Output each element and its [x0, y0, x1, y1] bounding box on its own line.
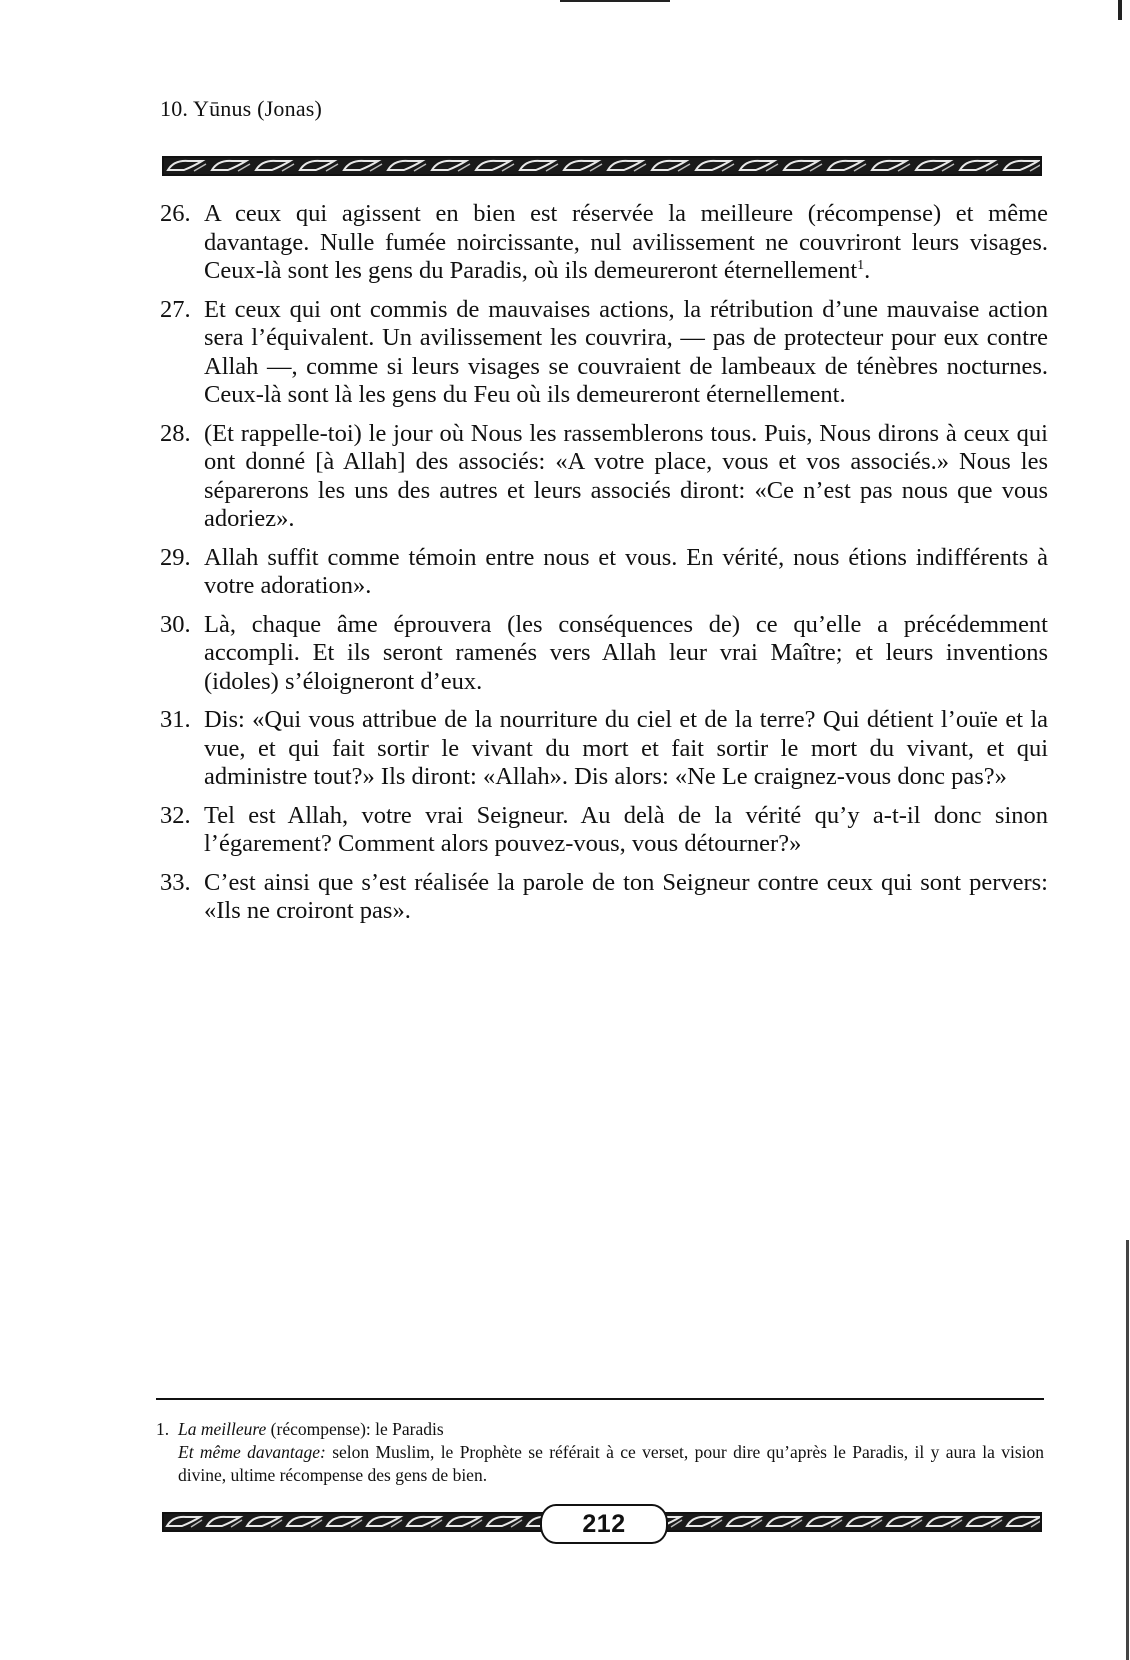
verse-33	[160, 869, 1048, 926]
scan-mark-top	[560, 0, 670, 2]
verse-text: Là, chaque âme éprouvera (les conséquences de) ce qu’elle a précédemment accompli. Et ils seront ramenés vers Allah leur vrai Maître; et leurs inventions (idoles) s’éloigneront d’eux.	[204, 610, 1048, 695]
footnote-gloss: (récompense): le Paradis	[266, 1419, 444, 1439]
verse-26	[160, 200, 1048, 286]
verse-text: Dis: «Qui vous attribue de la nourriture du ciel et de la terre? Qui détient l’ouïe et la vue, et qui fait sortir le vivant du mort et fait sortir le mort du vivant, et qui administre tout?» Ils diront: «Allah». Dis alors: «Ne Le craignez-vous donc pas?»	[204, 706, 1048, 790]
verse-list	[160, 200, 1048, 936]
scan-edge-right	[1126, 1240, 1129, 1660]
footnote-divider	[156, 1398, 1044, 1400]
verse-number: 26.	[160, 200, 191, 227]
verse-31	[160, 706, 1048, 792]
verse-29	[160, 544, 1048, 601]
footnote-1	[156, 1418, 1044, 1441]
scan-mark-corner	[1118, 0, 1122, 20]
verse-number: 29.	[160, 543, 191, 571]
verse-32	[160, 802, 1048, 859]
ornament-band-top	[162, 156, 1042, 176]
verse-number: 33.	[160, 868, 191, 896]
verse-number: 27.	[160, 295, 191, 323]
verse-30	[160, 611, 1048, 697]
running-head: 10. Yūnus (Jonas)	[160, 96, 323, 121]
page-number: 212	[540, 1504, 668, 1544]
verse-text: Allah suffit comme témoin entre nous et vous. En vérité, nous étions indifférents à votre adoration».	[204, 543, 1048, 599]
verse-27	[160, 296, 1048, 410]
verse-text: C’est ainsi que s’est réalisée la parole de ton Seigneur contre ceux qui sont pervers: «Ils ne croiront pas».	[204, 868, 1048, 924]
footnote-block	[156, 1418, 1044, 1487]
chain-ornament-icon	[164, 158, 1040, 174]
verse-number: 32.	[160, 801, 191, 829]
verse-number: 30.	[160, 610, 191, 638]
verse-text: Tel est Allah, votre vrai Seigneur. Au delà de la vérité qu’y a-t-il donc sinon l’égarement? Comment alors pouvez-vous, vous détourner?»	[204, 801, 1048, 857]
verse-number: 31.	[160, 706, 191, 733]
verse-text: (Et rappelle-toi) le jour où Nous les rassemblerons tous. Puis, Nous dirons à ceux qui ont donné [à Allah] des associés: «A votre place, vous et vos associés.» Nous les séparerons les uns des autres et leurs associés diront: «Ce n’est pas nous que vous adoriez».	[204, 419, 1048, 532]
verse-text: A ceux qui agissent en bien est réservée la meilleure (récompense) et même davantage. Nulle fumée noircissante, nul avilissement ne couvriront leurs visages. Ceux-là sont les gens du Paradis, où ils demeureront éternellement$^1$.	[204, 200, 1048, 284]
footnote-ref: 1	[857, 257, 865, 273]
verse-28	[160, 420, 1048, 534]
footnote-gloss: selon Muslim, le Prophète se référait à ce verset, pour dire qu’après le Paradis, il y aura la vision divine, ultime récompense des gens de bien.	[178, 1442, 1044, 1485]
footnote-term: La meilleure	[178, 1419, 267, 1439]
footnote-term: Et même davantage:	[178, 1442, 326, 1462]
footnote-1-continuation	[156, 1441, 1044, 1487]
verse-text: Et ceux qui ont commis de mauvaises actions, la rétribution d’une mauvaise action sera l’équivalent. Un avilissement les couvrira, — pas de protecteur pour eux contre Allah —, comme si leurs visages se couvraient de lambeaux de ténèbres nocturnes. Ceux-là sont là les gens du Feu où ils demeureront éternellement.	[204, 295, 1048, 408]
verse-number: 28.	[160, 419, 191, 447]
footnote-number: 1.	[156, 1419, 170, 1439]
